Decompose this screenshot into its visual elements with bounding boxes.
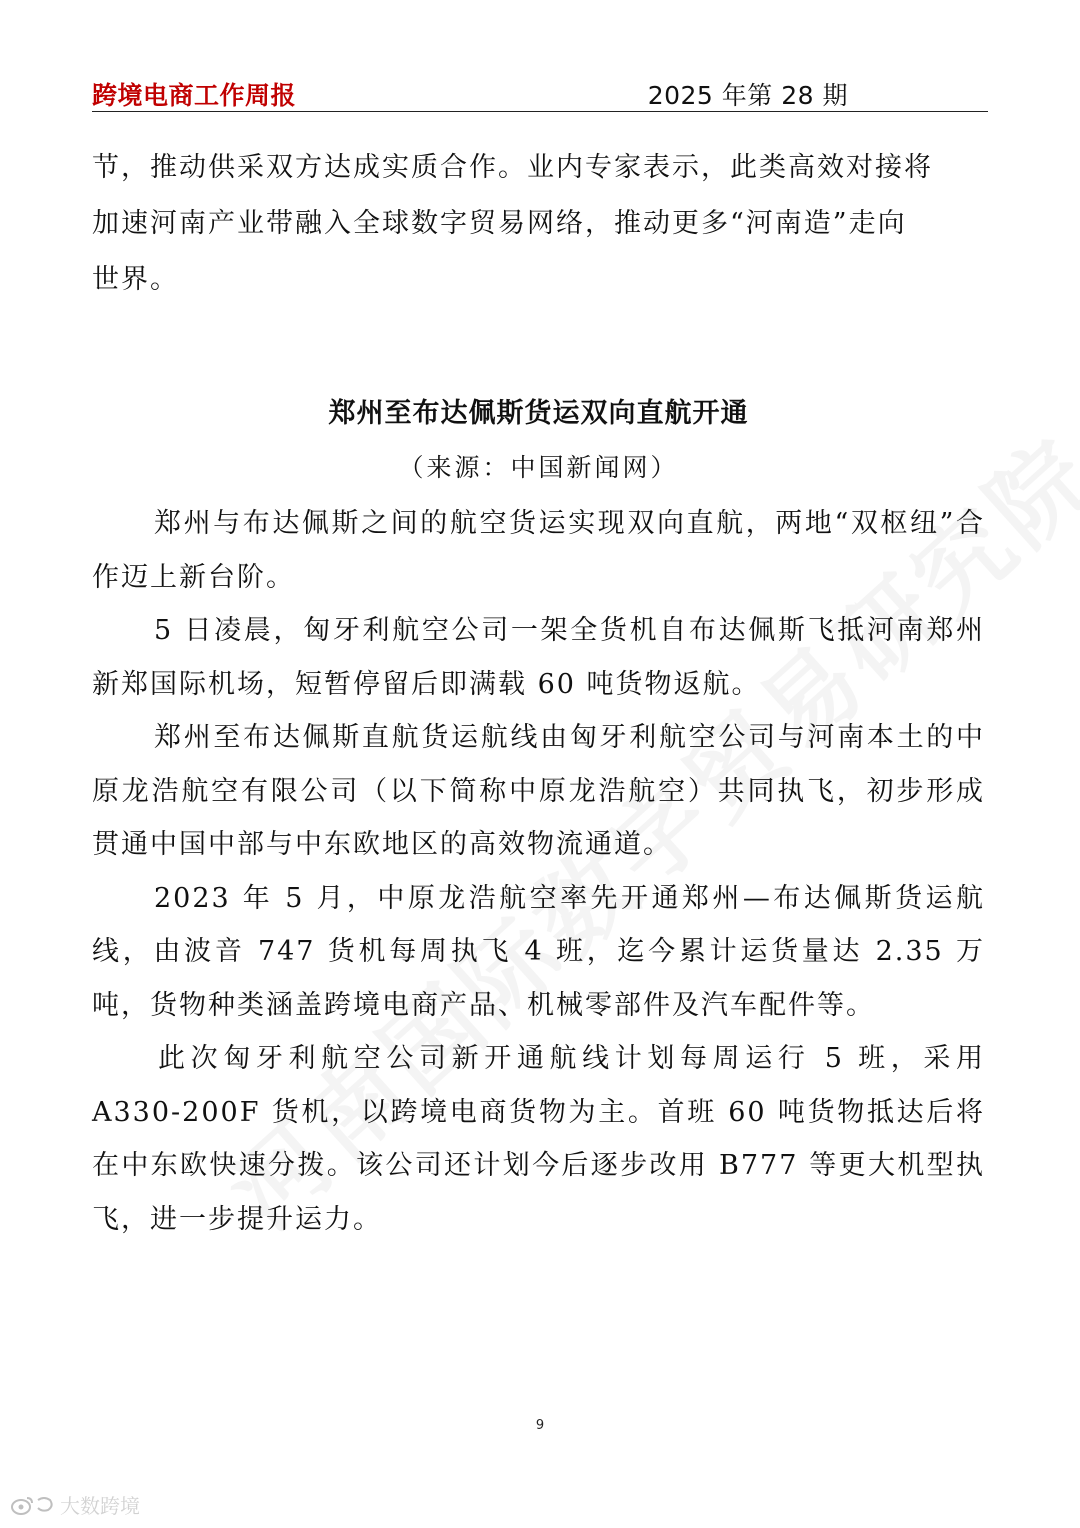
brand-name: 大数跨境 (60, 1494, 140, 1518)
article-paragraph: 2023 年 5 月，中原龙浩航空率先开通郑州—布达佩斯货运航线，由波音 747 货机每周执飞 4 班，迄今累计运货量达 2.35 万吨，货物种类涵盖跨境电商产品、机械零部件及汽车配件等。 (92, 882, 985, 1021)
weibo-icon (10, 1494, 56, 1516)
intro-line: 世界。 (92, 264, 179, 295)
brand-watermark (10, 1490, 140, 1519)
article-paragraph: 此次匈牙利航空公司新开通航线计划每周运行 5 班，采用 A330-200F 货机，以跨境电商货物为主。首班 60 吨货物抵达后将在中东欧快速分拨。该公司还计划今后逐步改用 B777 等更大机型执飞，进一步提升运力。 (92, 1043, 985, 1235)
page-number: 9 (535, 1418, 545, 1433)
intro-block (92, 140, 985, 308)
article-body (92, 497, 985, 1246)
article-title: 郑州至布达佩斯货运双向直航开通 (328, 398, 749, 429)
article-paragraph: 5 日凌晨，匈牙利航空公司一架全货机自布达佩斯飞抵河南郑州新郑国际机场，短暂停留后即满载 60 吨货物返航。 (92, 615, 985, 700)
page-header (92, 76, 988, 112)
article-paragraph: 郑州至布达佩斯直航货运航线由匈牙利航空公司与河南本土的中原龙浩航空有限公司（以下简称中原龙浩航空）共同执飞，初步形成贯通中国中部与中东欧地区的高效物流通道。 (92, 722, 985, 860)
article-source: （来源：中国新闻网） (398, 453, 679, 482)
header-divider (92, 111, 988, 112)
intro-line: 节，推动供采双方达成实质合作。业内专家表示，此类高效对接将 (92, 152, 933, 183)
publication-title: 跨境电商工作周报 (92, 81, 297, 110)
intro-line: 加速河南产业带融入全球数字贸易网络，推动更多“河南造”走向 (92, 208, 907, 239)
issue-number: 2025 年第 28 期 (647, 81, 848, 110)
article-paragraph: 郑州与布达佩斯之间的航空货运实现双向直航，两地“双枢纽”合作迈上新台阶。 (92, 508, 985, 593)
